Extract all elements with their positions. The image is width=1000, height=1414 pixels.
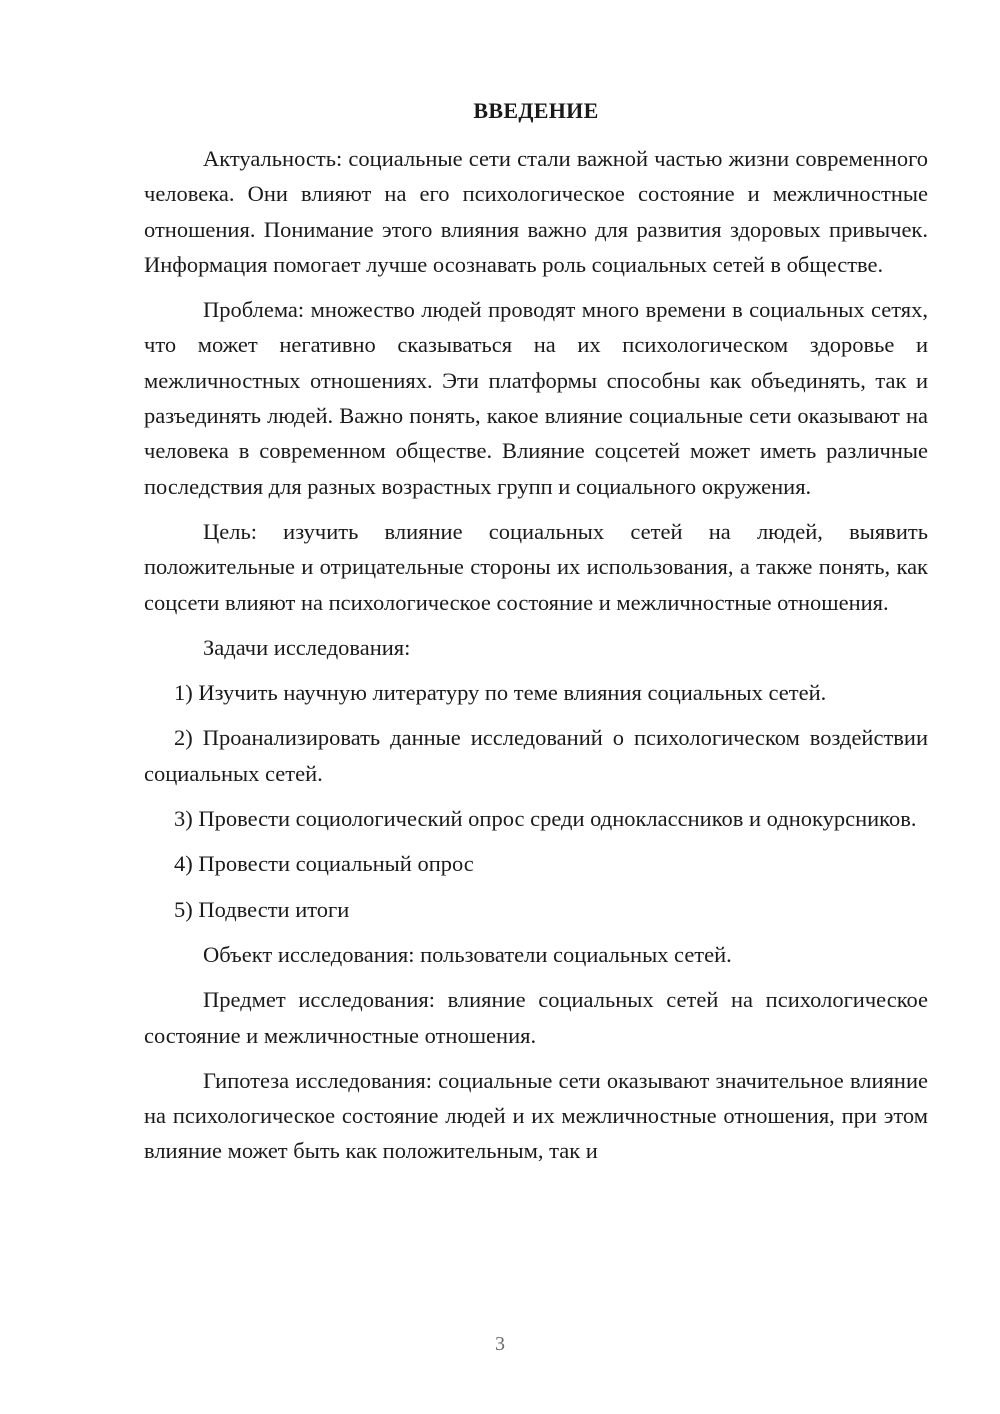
paragraph-hypothesis: Гипотеза исследования: социальные сети оказывают значительное влияние на психологическое состояние людей и их межличностные отношения, при этом влияние может быть как положительным, так и xyxy=(144,1067,928,1164)
body-text xyxy=(144,141,928,1179)
paragraph-object: Объект исследования: пользователи социальных сетей. xyxy=(203,941,732,967)
paragraph-goal: Цель: изучить влияние социальных сетей на людей, выявить положительные и отрицательные стороны их использования, а также понять, как соцсети влияют на психологическое состояние и межличностные отношения. xyxy=(144,518,928,615)
paragraph-tasks-heading: Задачи исследования: xyxy=(203,634,411,660)
page-number: 3 xyxy=(495,1333,505,1355)
task-item-3: 3) Провести социологический опрос среди одноклассников и однокурсников. xyxy=(174,806,917,832)
paragraph-subject: Предмет исследования: влияние социальных сетей на психологическое состояние и межличностные отношения. xyxy=(144,987,928,1048)
task-item-4: 4) Провести социальный опрос xyxy=(174,851,474,877)
task-item-1: 1) Изучить научную литературу по теме влияния социальных сетей. xyxy=(174,680,827,706)
section-title: ВВЕДЕНИЕ xyxy=(473,98,599,123)
task-item-5: 5) Подвести итоги xyxy=(174,896,350,922)
task-item-2: 2) Проанализировать данные исследований о психологическом воздействии социальных сетей. xyxy=(144,725,928,786)
paragraph-problem: Проблема: множество людей проводят много времени в социальных сетях, что может негативно сказываться на их психологическом здоровье и межличностных отношениях. Эти платформы способны как объединять, так и разъединять людей. Важно понять, какое влияние социальные сети оказывают на человека в современном обществе. Влияние соцсетей может иметь различные последствия для разных возрастных групп и социального окружения. xyxy=(144,297,928,499)
paragraph-relevance: Актуальность: социальные сети стали важной частью жизни современного человека. Они влияют на его психологическое состояние и межличностные отношения. Понимание этого влияния важно для развития здоровых привычек. Информация помогает лучше осознавать роль социальных сетей в обществе. xyxy=(144,146,928,277)
